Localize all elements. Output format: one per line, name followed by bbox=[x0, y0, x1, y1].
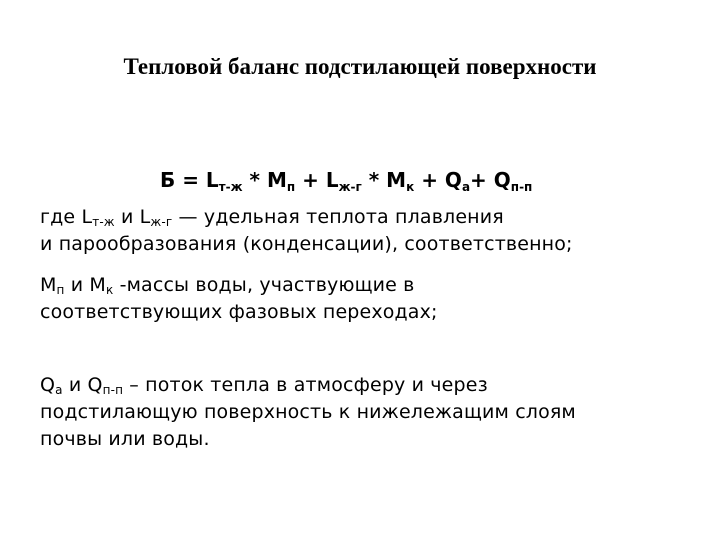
formula-subscript: п bbox=[286, 180, 296, 194]
text-run: и Q bbox=[62, 374, 103, 396]
text-line bbox=[40, 272, 700, 299]
text-line: почвы или воды. bbox=[40, 428, 210, 450]
text-line bbox=[40, 204, 700, 231]
text-line bbox=[40, 372, 700, 399]
formula-text: + Q bbox=[470, 168, 511, 192]
formula-subscript: т-ж bbox=[218, 180, 243, 194]
text-subscript: a bbox=[55, 383, 63, 397]
text-run: -массы воды, участвующие в bbox=[113, 274, 415, 296]
formula-text: + Q bbox=[414, 168, 462, 192]
text-subscript: п-п bbox=[102, 383, 124, 397]
formula-subscript: ж-г bbox=[338, 180, 362, 194]
formula-subscript: к bbox=[406, 180, 415, 194]
text-run: — удельная теплота плавления bbox=[172, 206, 504, 228]
slide-title: Тепловой баланс подстилающей поверхности bbox=[123, 54, 597, 79]
text-line: соответствующих фазовых переходах; bbox=[40, 301, 438, 323]
heat-balance-formula bbox=[160, 166, 532, 201]
text-line: подстилающую поверхность к нижележащим слоям bbox=[40, 401, 576, 423]
text-run: и L bbox=[114, 206, 151, 228]
text-subscript: т-ж bbox=[92, 215, 115, 229]
definition-water-mass bbox=[40, 272, 700, 326]
text-line: и парообразования (конденсации), соответственно; bbox=[40, 233, 573, 255]
formula-text: Б = L bbox=[160, 168, 219, 192]
formula-subscript: a bbox=[461, 180, 471, 194]
text-subscript: к bbox=[105, 283, 114, 297]
definition-heat-flux bbox=[40, 372, 700, 453]
formula-text: + L bbox=[295, 168, 339, 192]
text-run: Q bbox=[40, 374, 56, 396]
formula-subscript: п-п bbox=[510, 180, 533, 194]
text-run: M bbox=[40, 274, 57, 296]
text-run: и M bbox=[64, 274, 106, 296]
formula-text: * M bbox=[242, 168, 287, 192]
text-subscript: ж-г bbox=[150, 215, 173, 229]
formula-text: * M bbox=[361, 168, 407, 192]
definition-latent-heat bbox=[40, 204, 700, 258]
text-run: где L bbox=[40, 206, 93, 228]
text-run: – поток тепла в атмосферу и через bbox=[123, 374, 488, 396]
text-subscript: п bbox=[56, 283, 65, 297]
